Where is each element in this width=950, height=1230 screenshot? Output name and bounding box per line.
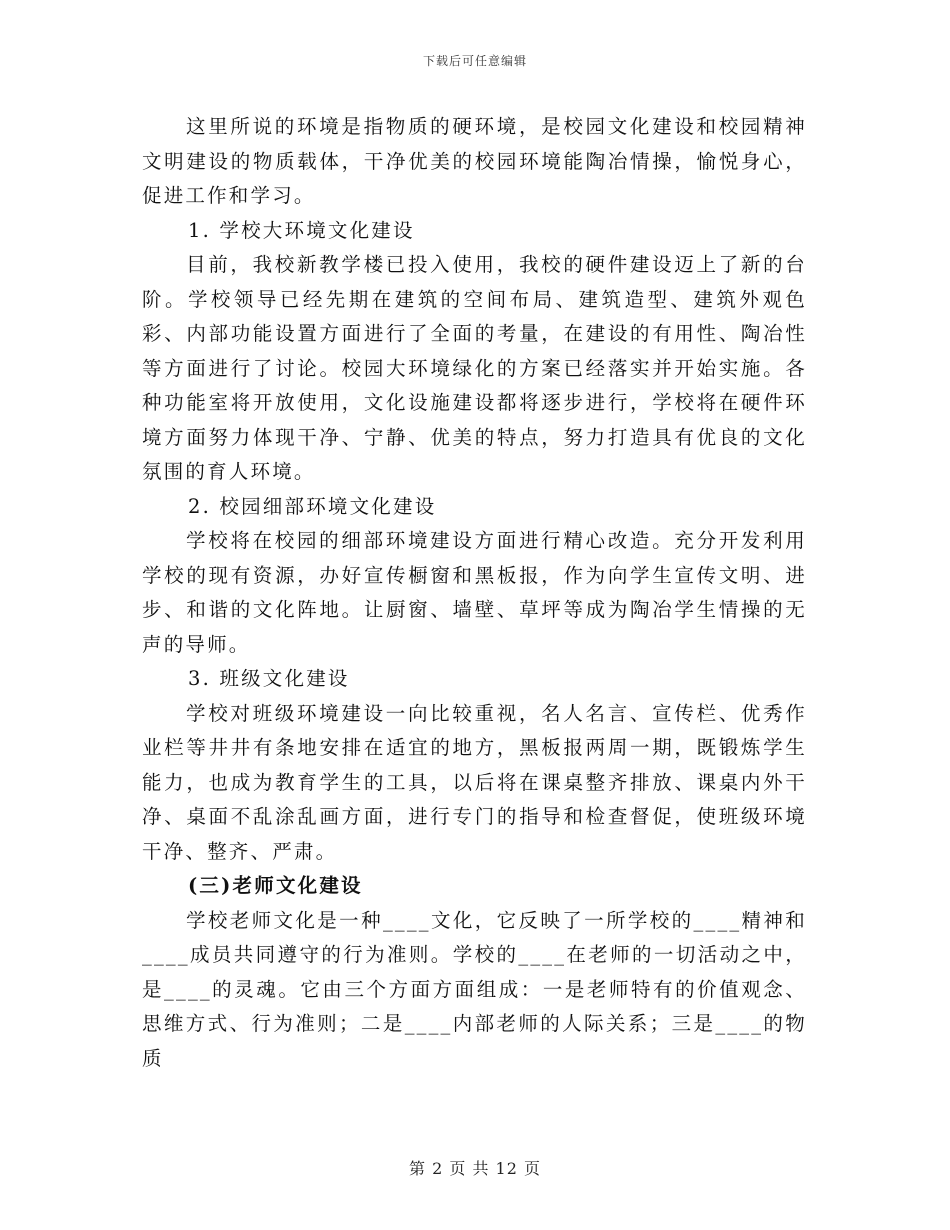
heading-class-culture: 3. 班级文化建设: [188, 667, 350, 690]
heading-campus-environment: 1. 学校大环境文化建设: [188, 218, 415, 242]
paragraph-teacher-culture: 学校老师文化是一种____文化，它反映了一所学校的____精神和____成员共同遵守的行为准则。学校的____在老师的一切活动之中，是____的灵魂。它由三个方面方面组成：一是老师特有的价值观念、思维方式、行为准则；二是____内部老师的人际关系；三是____的物质: [142, 908, 807, 1070]
page-header: 下载后可任意编辑: [422, 54, 527, 68]
heading-campus-detail: 2. 校园细部环境文化建设: [188, 494, 437, 518]
paragraph-class-culture: 学校对班级环境建设一向比较重视，名人名言、宣传栏、优秀作业栏等井井有条地安排在适宜的地方，黑板报两周一期，既锻炼学生能力，也成为教育学生的工具，以后将在课桌整齐排放、课桌内外干净、桌面不乱涂乱画方面，进行专门的指导和检查督促，使班级环境干净、整齐、严肃。: [142, 701, 807, 863]
heading-teacher-culture: (三)老师文化建设: [188, 874, 363, 897]
paragraph-campus-detail: 学校将在校园的细部环境建设方面进行精心改造。充分开发利用学校的现有资源，办好宣传橱窗和黑板报，作为向学生宣传文明、进步、和谐的文化阵地。让厨窗、墙壁、草坪等成为陶冶学生情操的无声的导师。: [142, 529, 807, 656]
paragraph-environment-intro: 这里所说的环境是指物质的硬环境，是校园文化建设和校园精神文明建设的物质载体，干净优美的校园环境能陶冶情操，愉悦身心，促进工作和学习。: [142, 115, 807, 207]
paragraph-campus-environment: 目前，我校新教学楼已投入使用，我校的硬件建设迈上了新的台阶。学校领导已经先期在建筑的空间布局、建筑造型、建筑外观色彩、内部功能设置方面进行了全面的考量，在建设的有用性、陶冶性等方面进行了讨论。校园大环境绿化的方案已经落实并开始实施。各种功能室将开放使用，文化设施建设都将逐步进行，学校将在硬件环境方面努力体现干净、宁静、优美的特点，努力打造具有优良的文化氛围的育人环境。: [142, 253, 807, 483]
document-body: [142, 110, 807, 1076]
page-number: 第 2 页 共 12 页: [409, 1159, 541, 1178]
